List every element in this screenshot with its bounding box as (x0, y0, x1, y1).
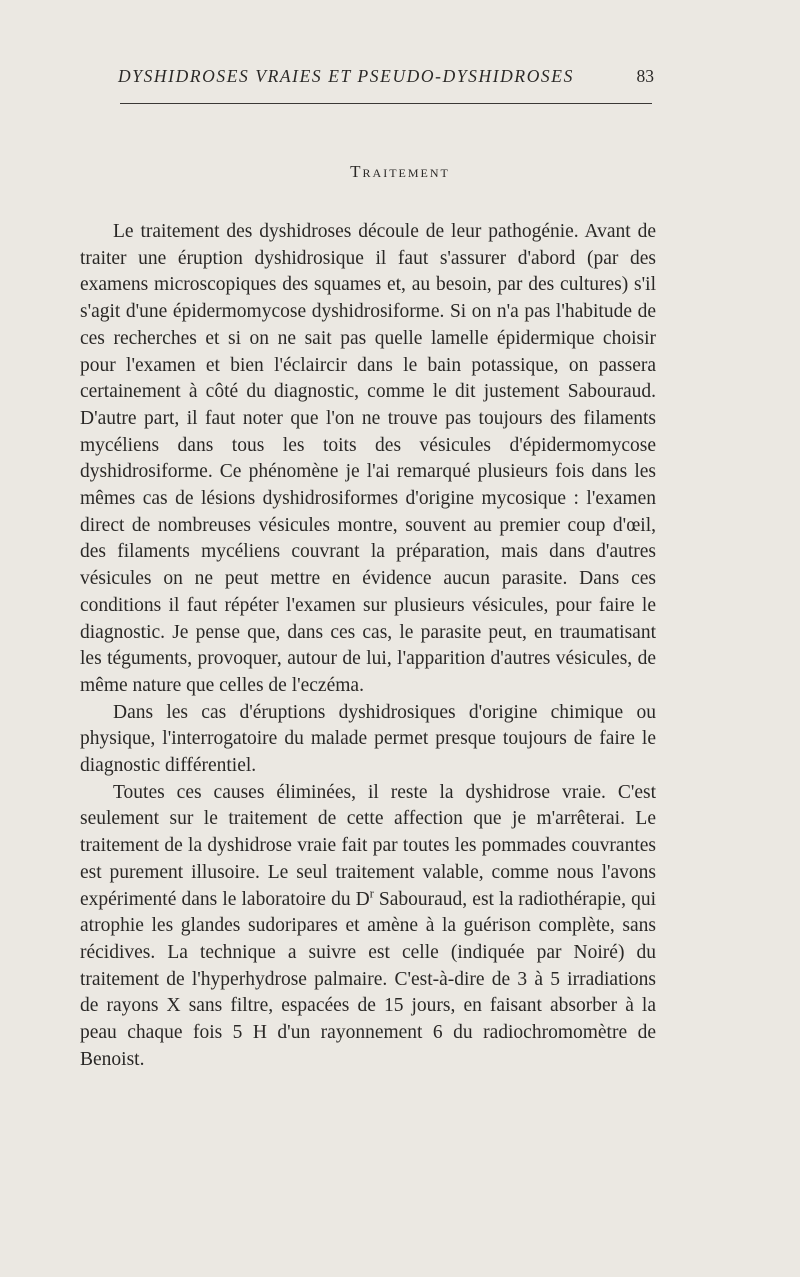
running-title: DYSHIDROSES VRAIES ET PSEUDO-DYSHIDROSES (118, 66, 574, 86)
paragraph-treatment (80, 780, 656, 1074)
doctor-abbrev-superscript: r (369, 886, 374, 901)
body-text (80, 219, 656, 1074)
header-rule (120, 103, 652, 104)
paragraph-chemical-physical: Dans les cas d'éruptions dyshidrosiques d'origine chimique ou physique, l'interrogatoire du malade permet presque toujours de faire le diagnostic différentiel. (80, 701, 656, 777)
section-title: Traitement (350, 162, 450, 181)
paragraph-diagnosis: Le traitement des dyshidroses découle de leur pathogénie. Avant de traiter une éruption dyshidrosique il faut s'assurer d'abord (par des examens microscopiques des squames et, au besoin, par des cultures) s'il s'agit d'une épidermomycose dyshidrosiforme. Si on n'a pas l'habitude de ces recherches et si on ne sait pas quelle lamelle épidermique choisir pour l'examen et bien l'éclaircir dans le bain potassique, on passera certainement à côté du diagnostic, comme le dit justement Sabouraud. D'autre part, il faut noter que l'on ne trouve pas toujours des filaments mycéliens dans tous les toits des vésicules d'épidermomycose dyshidrosiforme. Ce phénomène je l'ai remarqué plusieurs fois dans les mêmes cas de lésions dyshidrosiformes d'origine mycosique : l'examen direct de nombreuses vésicules montre, souvent au premier coup d'œil, des filaments mycéliens couvrant la préparation, mais dans d'autres vésicules on ne peut mettre en évidence aucun parasite. Dans ces conditions il faut répéter l'examen sur plusieurs vésicules, pour faire le diagnostic. Je pense que, dans ces cas, le parasite peut, en traumatisant les téguments, provoquer, autour de lui, l'apparition d'autres vésicules, de même nature que celles de l'eczéma. (80, 221, 656, 696)
page-number: 83 (636, 66, 654, 86)
running-head (118, 66, 658, 96)
paragraph-treatment-part-2: Sabouraud, est la radiothérapie, qui atrophie les glandes sudoripares et amène à la guérison complète, sans récidives. La technique a suivre est celle (indiquée par Noiré) du traitement de l'hyperhydrose palmaire. C'est-à-dire de 3 à 5 irradiations de rayons X sans filtre, espacées de 15 jours, en faisant absorber à la peau chaque fois 5 H d'un rayonnement 6 du radiochromomètre de Benoist. (80, 888, 656, 1070)
paragraph-treatment-part-1: Toutes ces causes éliminées, il reste la dyshidrose vraie. C'est seulement sur le traitement de cette affection que je m'arrêterai. Le traitement de la dyshidrose vraie fait par toutes les pommades couvrantes est purement illusoire. Le seul traitement valable, comme nous l'avons expérimenté dans le laboratoire du D (80, 781, 656, 910)
